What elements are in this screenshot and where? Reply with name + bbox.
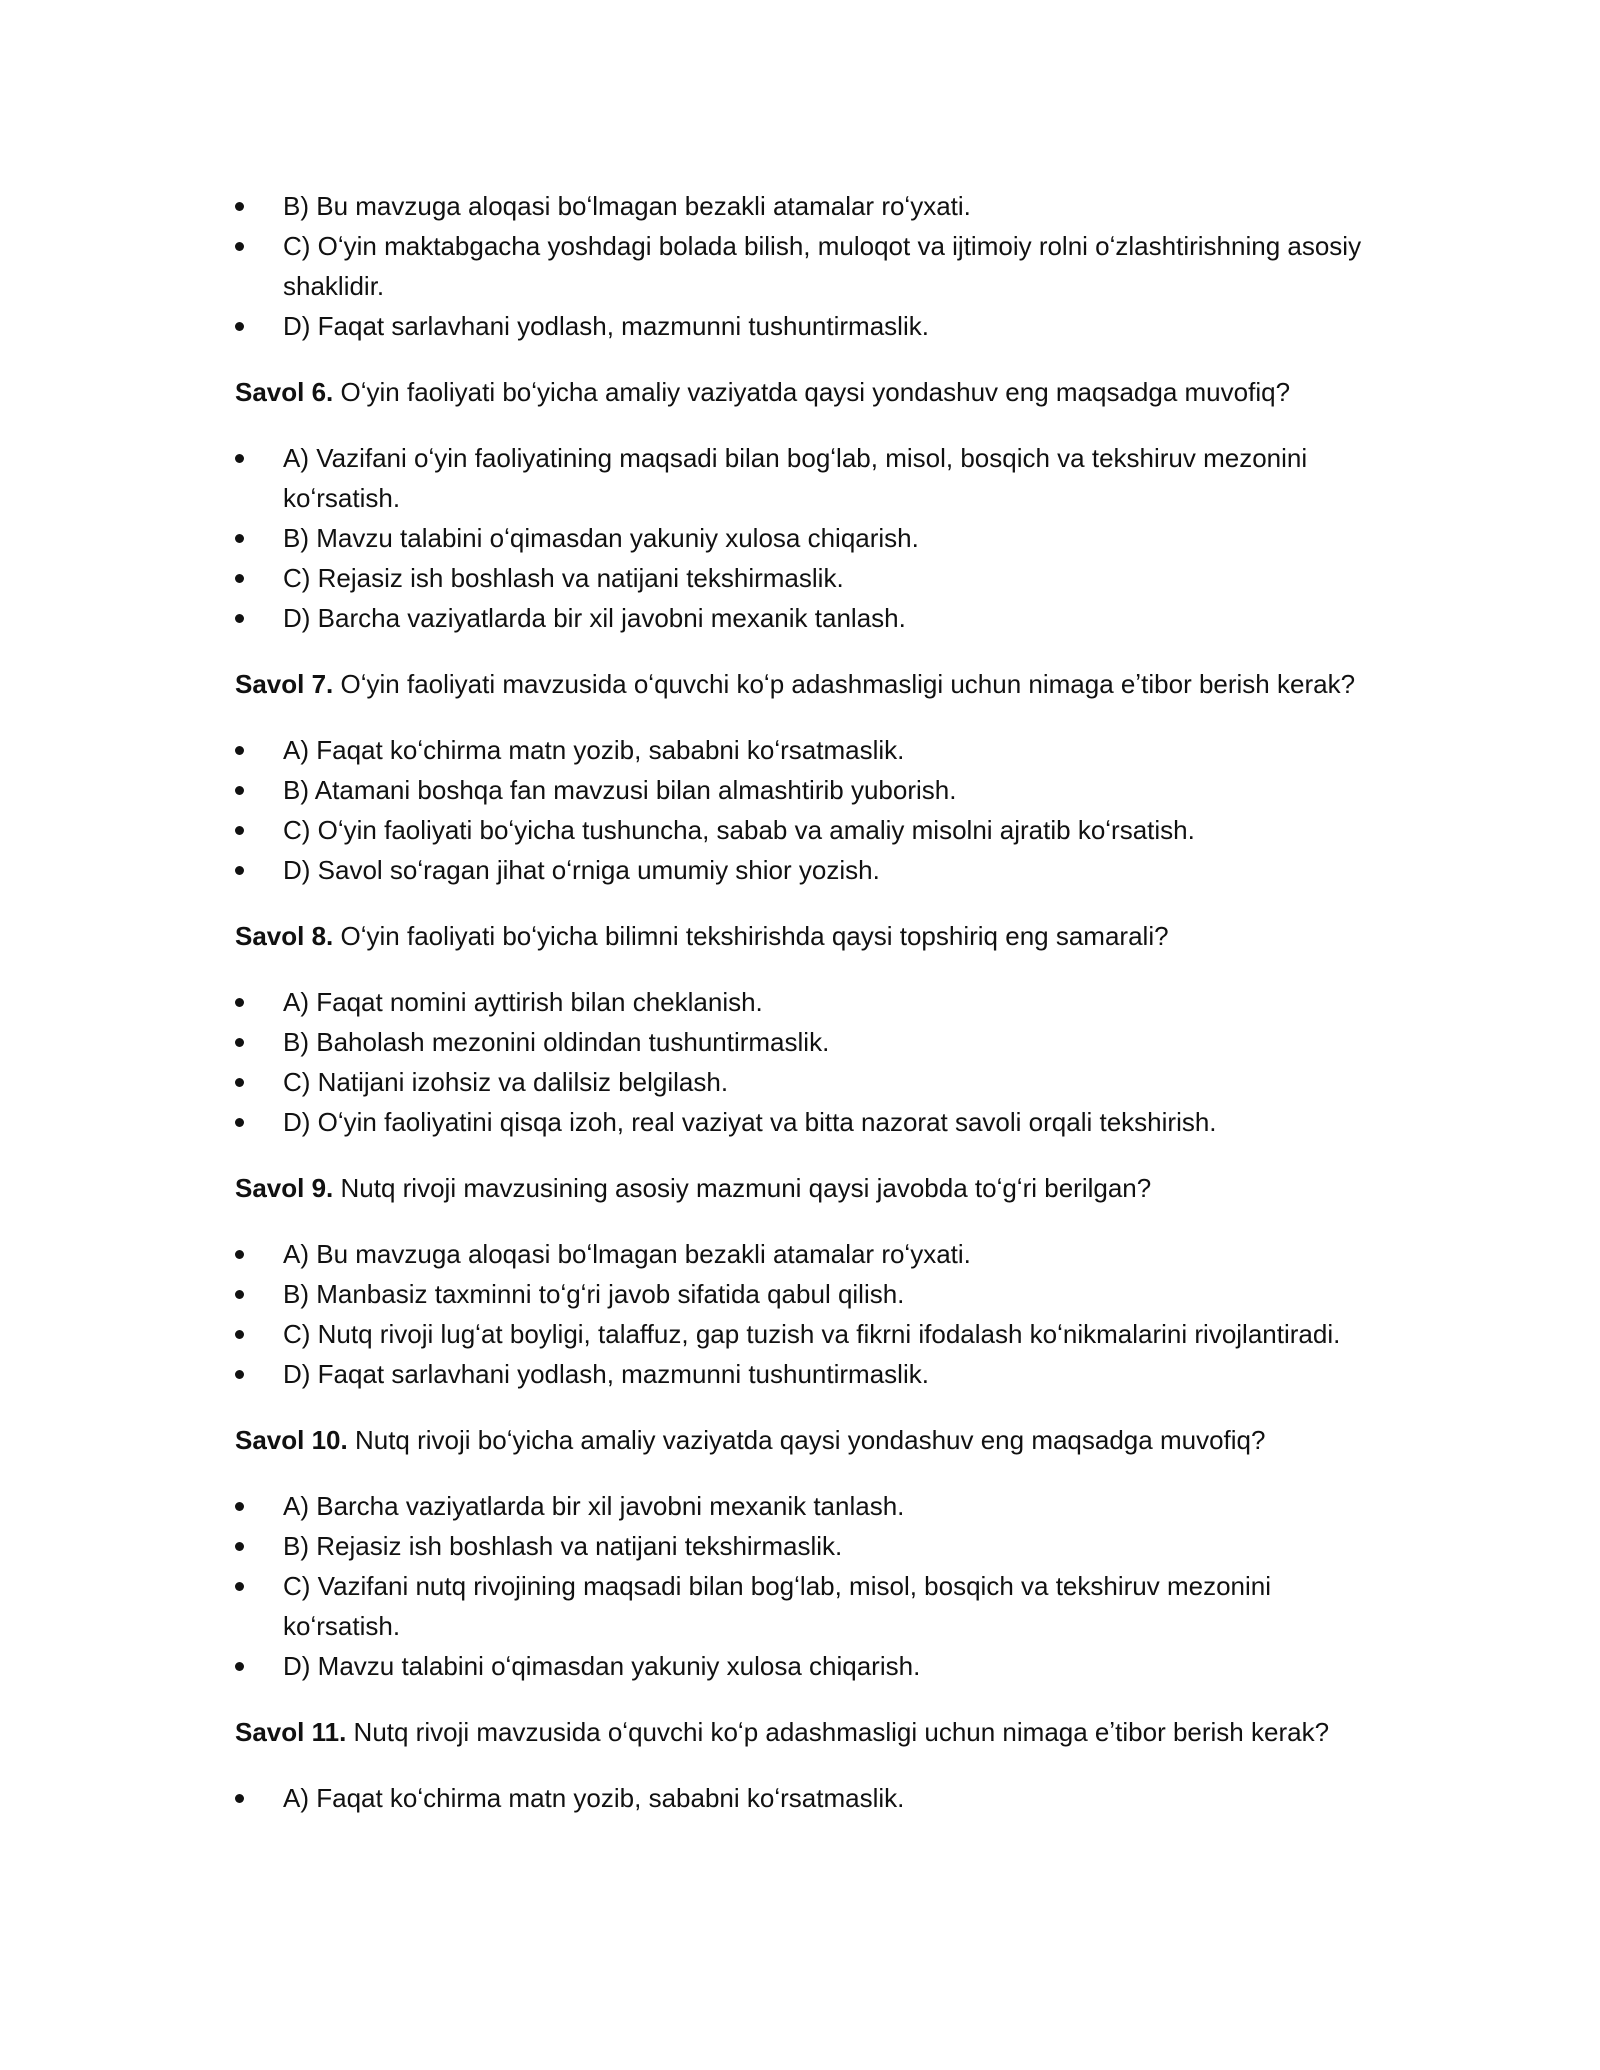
question-label: Savol 7.	[235, 669, 334, 699]
bullet-icon	[235, 1038, 244, 1047]
option-item	[235, 306, 1370, 346]
option-text: C) Rejasiz ish boshlash va natijani tekshirmaslik.	[283, 563, 844, 593]
question-6-options	[235, 438, 1370, 638]
question-text: Nutq rivoji boʻyicha amaliy vaziyatda qaysi yondashuv eng maqsadga muvofiq?	[347, 1425, 1266, 1455]
question-10	[235, 1420, 1370, 1460]
question-text: Nutq rivoji mavzusining asosiy mazmuni qaysi javobda toʻgʻri berilgan?	[333, 1173, 1152, 1203]
option-text: D) Faqat sarlavhani yodlash, mazmunni tushuntirmaslik.	[283, 311, 929, 341]
question-text: Oʻyin faoliyati mavzusida oʻquvchi koʻp adashmasligi uchun nimaga eʼtibor berish kerak?	[333, 669, 1356, 699]
bullet-icon	[235, 1290, 244, 1299]
option-text: C) Vazifani nutq rivojining maqsadi bilan bogʻlab, misol, bosqich va tekshiruv mezonini koʻrsatish.	[283, 1571, 1272, 1641]
option-item	[235, 1022, 1370, 1062]
option-item	[235, 1062, 1370, 1102]
question-6	[235, 372, 1370, 412]
option-item	[235, 1778, 1370, 1818]
bullet-icon	[235, 1078, 244, 1087]
bullet-icon	[235, 1794, 244, 1803]
bullet-icon	[235, 242, 244, 251]
option-text: A) Faqat koʻchirma matn yozib, sababni koʻrsatmaslik.	[283, 735, 905, 765]
option-item	[235, 1526, 1370, 1566]
question-text: Oʻyin faoliyati boʻyicha bilimni tekshirishda qaysi topshiriq eng samarali?	[333, 921, 1169, 951]
option-item	[235, 1566, 1370, 1646]
option-text: D) Oʻyin faoliyatini qisqa izoh, real vaziyat va bitta nazorat savoli orqali tekshirish.	[283, 1107, 1217, 1137]
bullet-icon	[235, 998, 244, 1007]
bullet-icon	[235, 1582, 244, 1591]
option-item	[235, 730, 1370, 770]
question-label: Savol 9.	[235, 1173, 334, 1203]
bullet-icon	[235, 614, 244, 623]
option-item	[235, 1314, 1370, 1354]
option-text: C) Nutq rivoji lugʻat boyligi, talaffuz, gap tuzish va fikrni ifodalash koʻnikmalarini rivojlantiradi.	[283, 1319, 1341, 1349]
intro-option-list	[235, 186, 1370, 346]
question-7-options	[235, 730, 1370, 890]
option-item	[235, 850, 1370, 890]
option-item	[235, 1274, 1370, 1314]
option-item	[235, 518, 1370, 558]
option-item	[235, 770, 1370, 810]
question-label: Savol 10.	[235, 1425, 348, 1455]
question-11-options	[235, 1778, 1370, 1818]
option-text: B) Manbasiz taxminni toʻgʻri javob sifatida qabul qilish.	[283, 1279, 905, 1309]
option-item	[235, 810, 1370, 850]
bullet-icon	[235, 866, 244, 875]
question-8-options	[235, 982, 1370, 1142]
question-label: Savol 11.	[235, 1717, 347, 1747]
option-text: D) Barcha vaziyatlarda bir xil javobni mexanik tanlash.	[283, 603, 906, 633]
option-text: A) Faqat koʻchirma matn yozib, sababni koʻrsatmaslik.	[283, 1783, 905, 1813]
bullet-icon	[235, 1370, 244, 1379]
bullet-icon	[235, 746, 244, 755]
option-text: C) Oʻyin maktabgacha yoshdagi bolada bilish, muloqot va ijtimoiy rolni oʻzlashtirishning asosiy shaklidir.	[283, 231, 1362, 301]
bullet-icon	[235, 1542, 244, 1551]
question-text: Nutq rivoji mavzusida oʻquvchi koʻp adashmasligi uchun nimaga eʼtibor berish kerak?	[346, 1717, 1330, 1747]
option-item	[235, 186, 1370, 226]
option-text: B) Mavzu talabini oʻqimasdan yakuniy xulosa chiqarish.	[283, 523, 919, 553]
option-item	[235, 598, 1370, 638]
option-text: D) Savol soʻragan jihat oʻrniga umumiy shior yozish.	[283, 855, 880, 885]
question-label: Savol 8.	[235, 921, 334, 951]
bullet-icon	[235, 786, 244, 795]
bullet-icon	[235, 1502, 244, 1511]
bullet-icon	[235, 1250, 244, 1259]
option-text: A) Faqat nomini ayttirish bilan cheklanish.	[283, 987, 763, 1017]
bullet-icon	[235, 454, 244, 463]
option-text: C) Natijani izohsiz va dalilsiz belgilash.	[283, 1067, 729, 1097]
question-8	[235, 916, 1370, 956]
bullet-icon	[235, 574, 244, 583]
question-7	[235, 664, 1370, 704]
bullet-icon	[235, 1330, 244, 1339]
question-text: Oʻyin faoliyati boʻyicha amaliy vaziyatda qaysi yondashuv eng maqsadga muvofiq?	[333, 377, 1291, 407]
option-item	[235, 1486, 1370, 1526]
question-9	[235, 1168, 1370, 1208]
bullet-icon	[235, 322, 244, 331]
question-10-options	[235, 1486, 1370, 1686]
option-text: D) Faqat sarlavhani yodlash, mazmunni tushuntirmaslik.	[283, 1359, 929, 1389]
option-item	[235, 438, 1370, 518]
option-item	[235, 982, 1370, 1022]
option-text: B) Rejasiz ish boshlash va natijani tekshirmaslik.	[283, 1531, 843, 1561]
bullet-icon	[235, 534, 244, 543]
question-label: Savol 6.	[235, 377, 334, 407]
option-item	[235, 1354, 1370, 1394]
option-text: B) Baholash mezonini oldindan tushuntirmaslik.	[283, 1027, 830, 1057]
option-text: C) Oʻyin faoliyati boʻyicha tushuncha, sabab va amaliy misolni ajratib koʻrsatish.	[283, 815, 1195, 845]
question-9-options	[235, 1234, 1370, 1394]
question-11	[235, 1712, 1370, 1752]
bullet-icon	[235, 826, 244, 835]
option-item	[235, 1234, 1370, 1274]
option-text: B) Atamani boshqa fan mavzusi bilan almashtirib yuborish.	[283, 775, 957, 805]
option-item	[235, 558, 1370, 598]
bullet-icon	[235, 202, 244, 211]
bullet-icon	[235, 1662, 244, 1671]
bullet-icon	[235, 1118, 244, 1127]
option-text: D) Mavzu talabini oʻqimasdan yakuniy xulosa chiqarish.	[283, 1651, 921, 1681]
option-item	[235, 1102, 1370, 1142]
option-item	[235, 1646, 1370, 1686]
option-text: B) Bu mavzuga aloqasi boʻlmagan bezakli atamalar roʻyxati.	[283, 191, 971, 221]
option-text: A) Vazifani oʻyin faoliyatining maqsadi bilan bogʻlab, misol, bosqich va tekshiruv mezonini koʻrsatish.	[283, 443, 1308, 513]
option-item	[235, 226, 1370, 306]
option-text: A) Barcha vaziyatlarda bir xil javobni mexanik tanlash.	[283, 1491, 905, 1521]
option-text: A) Bu mavzuga aloqasi boʻlmagan bezakli atamalar roʻyxati.	[283, 1239, 971, 1269]
